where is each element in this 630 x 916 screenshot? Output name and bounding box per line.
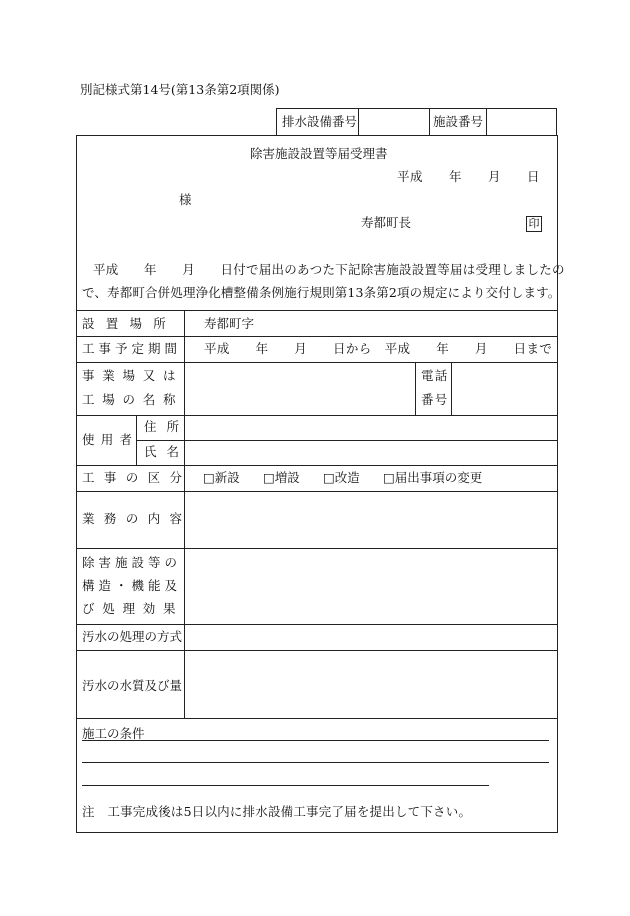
- work-option-new[interactable]: □新設: [203, 470, 240, 485]
- period-value[interactable]: 平成 年 月 日から 平成 年 月 日まで: [204, 341, 553, 356]
- issuer-name: 寿都町長: [361, 215, 412, 230]
- drain-number-label: 排水設備番号: [282, 114, 358, 129]
- facility-number-value[interactable]: [490, 112, 552, 132]
- form-title: 除害施設設置等届受理書: [250, 146, 388, 161]
- body-text-line-2: で、寿都町合併処理浄化槽整備条例施行規則第13条第2項の規定により交付します。: [82, 285, 561, 300]
- phone-number-value[interactable]: [455, 366, 553, 411]
- seal-mark: 印: [526, 216, 542, 232]
- facility-number-label: 施設番号: [433, 114, 484, 129]
- work-option-expand[interactable]: □増設: [263, 470, 300, 485]
- treatment-method-label: 汚水の処理の方式: [82, 629, 183, 644]
- business-content-value[interactable]: [188, 494, 554, 545]
- footnote: 注 工事完成後は5日以内に排水設備工事完了届を提出して下さい。: [82, 804, 472, 819]
- work-type-label: 工事の区分: [82, 470, 192, 485]
- drain-number-value[interactable]: [362, 112, 426, 132]
- phone-label-line-2: 番号: [421, 392, 449, 407]
- location-label: 設置場所: [82, 316, 178, 331]
- structure-value[interactable]: [188, 551, 554, 621]
- conditions-label: 施工の条件: [82, 726, 145, 741]
- issue-date: 平成 年 月 日: [397, 169, 541, 184]
- water-quality-label: 汚水の水質及び量: [82, 678, 183, 693]
- treatment-method-value[interactable]: [188, 627, 554, 647]
- work-option-modify[interactable]: □改造: [323, 470, 360, 485]
- business-content-label: 業務の内容: [82, 511, 192, 526]
- user-label: 使用者: [82, 432, 139, 447]
- name-label: 氏名: [144, 444, 190, 459]
- business-label-line-1: 事業場又は: [82, 368, 184, 383]
- conditions-line-2: [82, 762, 549, 763]
- addressee-suffix: 様: [179, 192, 192, 207]
- structure-label-line-1: 除害施設等の: [82, 555, 182, 570]
- address-label: 住所: [144, 419, 190, 434]
- structure-label-line-2: 構造・機能及: [82, 578, 182, 593]
- work-option-change[interactable]: □届出事項の変更: [383, 470, 483, 485]
- location-value[interactable]: 寿都町字: [204, 316, 255, 331]
- business-label-line-2: 工場の名称: [82, 392, 184, 407]
- water-quality-value[interactable]: [188, 653, 554, 715]
- name-value[interactable]: [188, 443, 554, 462]
- conditions-line-1: [82, 740, 549, 741]
- business-name-value[interactable]: [188, 366, 410, 411]
- phone-label-line-1: 電話: [421, 368, 449, 383]
- structure-label-line-3: び処理効果: [82, 601, 184, 616]
- form-number-label: 別記様式第14号(第13条第2項関係): [80, 82, 280, 97]
- conditions-line-3: [82, 785, 489, 786]
- body-text-line-1: 平成 年 月 日付で届出のあつた下記除害施設設置等届は受理しましたの: [93, 262, 565, 277]
- period-label: 工事予定期間: [82, 341, 182, 356]
- address-value[interactable]: [188, 418, 554, 437]
